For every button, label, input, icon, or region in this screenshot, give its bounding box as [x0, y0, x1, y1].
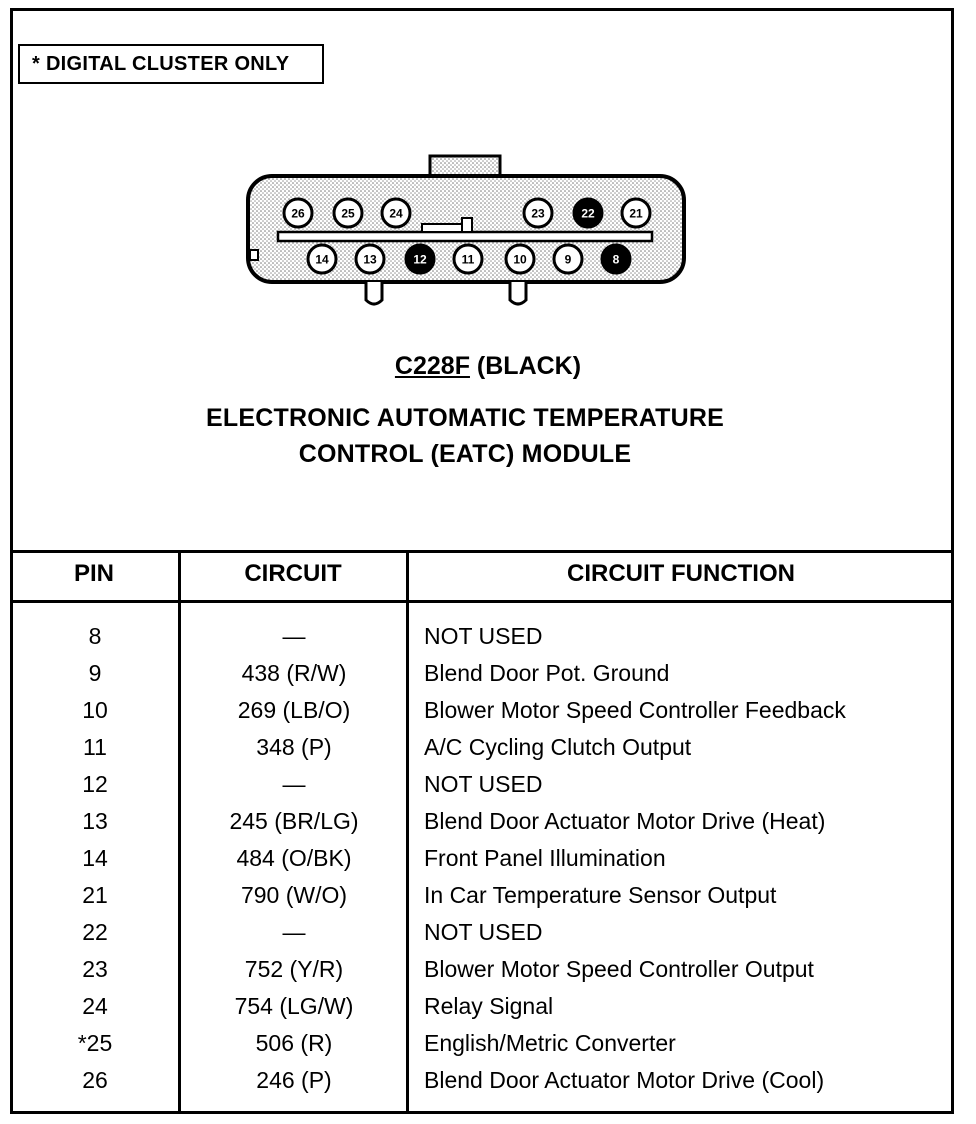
pin-cell: 14: [82, 845, 108, 871]
table-row: [10, 808, 954, 845]
function-cell: Blend Door Actuator Motor Drive (Heat): [424, 808, 826, 834]
pin-label: 14: [315, 252, 329, 267]
pin-22: [574, 199, 602, 227]
pin-10: [506, 245, 534, 273]
pin-9: [554, 245, 582, 273]
pin-label: 26: [291, 206, 305, 221]
table-row: [10, 623, 954, 660]
circuit-cell: —: [282, 771, 306, 797]
pin-label: 21: [629, 206, 643, 221]
pin-14: [308, 245, 336, 273]
table-row: [10, 1067, 954, 1104]
function-cell: Blower Motor Speed Controller Feedback: [424, 697, 846, 723]
table-top-rule: [10, 550, 954, 553]
digital-cluster-note: * DIGITAL CLUSTER ONLY: [18, 44, 324, 84]
circuit-cell: —: [282, 623, 306, 649]
pin-label: 22: [581, 206, 595, 221]
pin-23: [524, 199, 552, 227]
pin-label: 23: [531, 206, 545, 221]
pin-label: 12: [413, 252, 427, 267]
table-row: [10, 697, 954, 734]
table-row: [10, 771, 954, 808]
circuit-cell: 245 (BR/LG): [229, 808, 359, 834]
pin-cell: 24: [82, 993, 108, 1019]
pin-label: 24: [389, 206, 403, 221]
pin-label: 25: [341, 206, 355, 221]
function-cell: Front Panel Illumination: [424, 845, 666, 871]
table-row: [10, 660, 954, 697]
pin-cell: 12: [82, 771, 108, 797]
pin-cell: 21: [82, 882, 108, 908]
table-row: [10, 919, 954, 956]
connector-color: (BLACK): [476, 352, 582, 380]
pin-cell: 9: [88, 660, 102, 686]
pin-13: [356, 245, 384, 273]
circuit-cell: 348 (P): [256, 734, 332, 760]
pin-cell: 11: [83, 734, 107, 760]
table-row: [10, 956, 954, 993]
circuit-cell: 790 (W/O): [240, 882, 348, 908]
connector-diagram-section: [0, 0, 976, 550]
circuit-cell: 438 (R/W): [241, 660, 347, 686]
pin-label: 10: [513, 252, 527, 267]
module-name-line-2: CONTROL (EATC) MODULE: [298, 440, 632, 468]
pin-label: 9: [564, 252, 572, 267]
pin-label: 13: [363, 252, 377, 267]
pin-11: [454, 245, 482, 273]
header-circuit: CIRCUIT: [244, 560, 342, 587]
pin-label: 11: [461, 252, 475, 267]
pin-24: [382, 199, 410, 227]
function-cell: NOT USED: [424, 919, 543, 945]
pin-cell: 23: [82, 956, 108, 982]
function-cell: NOT USED: [424, 623, 543, 649]
table-row: [10, 734, 954, 771]
pin-12: [406, 245, 434, 273]
table-row: [10, 845, 954, 882]
function-cell: A/C Cycling Clutch Output: [424, 734, 692, 760]
pin-cell: 13: [82, 808, 108, 834]
header-circuit-function: CIRCUIT FUNCTION: [567, 560, 795, 587]
pin-cell: 26: [82, 1067, 108, 1093]
connector-code: C228F: [394, 352, 470, 380]
circuit-cell: 506 (R): [255, 1030, 333, 1056]
table-row: [10, 882, 954, 919]
pin-cell: 22: [82, 919, 108, 945]
circuit-cell: 269 (LB/O): [237, 697, 351, 723]
table-row: [10, 993, 954, 1030]
circuit-cell: 246 (P): [256, 1067, 332, 1093]
header-rule: [10, 600, 954, 603]
connector-label: [0, 352, 976, 381]
pin-26: [284, 199, 312, 227]
function-cell: Blower Motor Speed Controller Output: [424, 956, 814, 982]
table-row: [10, 1030, 954, 1067]
circuit-cell: 752 (Y/R): [244, 956, 344, 982]
circuit-cell: —: [282, 919, 306, 945]
pin-8: [602, 245, 630, 273]
pin-cell: 10: [82, 697, 108, 723]
function-cell: English/Metric Converter: [424, 1030, 676, 1056]
function-cell: Blend Door Actuator Motor Drive (Cool): [424, 1067, 825, 1093]
pin-cell: 8: [88, 623, 102, 649]
connector-face-drawing: [240, 150, 700, 310]
circuit-cell: 484 (O/BK): [236, 845, 352, 871]
function-cell: Blend Door Pot. Ground: [424, 660, 670, 686]
function-cell: In Car Temperature Sensor Output: [424, 882, 777, 908]
pin-25: [334, 199, 362, 227]
header-pin: PIN: [73, 560, 114, 587]
pin-cell: *25: [77, 1030, 113, 1056]
pin-21: [622, 199, 650, 227]
pin-label: 8: [612, 252, 620, 267]
function-cell: Relay Signal: [424, 993, 554, 1019]
function-cell: NOT USED: [424, 771, 543, 797]
circuit-cell: 754 (LG/W): [234, 993, 354, 1019]
pinout-table: [10, 550, 954, 1114]
module-name-line-1: ELECTRONIC AUTOMATIC TEMPERATURE: [206, 404, 724, 432]
